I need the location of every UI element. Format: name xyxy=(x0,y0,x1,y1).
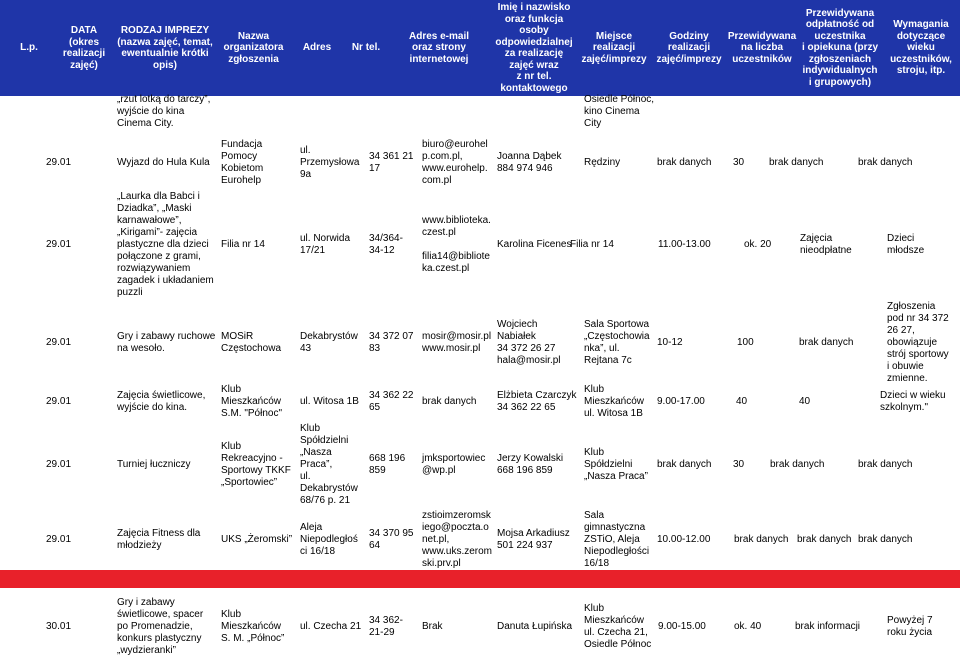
cell-place: Klub Mieszkańców ul. Witosa 1B xyxy=(584,384,645,419)
cell-event: „Laurka dla Babci i Dziadka”, „Maski karnawałowe”, „Kirigami”- zajęcia plastyczne dla dzieci połączone z grami, rozwiązywaniem zagadek i układaniem puzzli xyxy=(117,191,214,298)
cell-fee: brak informacji xyxy=(795,621,861,632)
red-separator-band xyxy=(0,570,960,588)
cell-email: www.biblioteka. czest.pl filia14@bibliote ka.czest.pl xyxy=(422,215,491,274)
cell-count: brak danych xyxy=(734,534,789,545)
header-osoba-odpowiedzialna: Imię i nazwisko oraz funkcja osoby odpowiedzialnej za realizację zajęć wraz z nr tel. kontaktowego xyxy=(495,2,573,94)
cell-event: Wyjazd do Hula Kula xyxy=(117,157,210,168)
cell-requirements: brak danych xyxy=(858,459,913,470)
cell-address: ul. Witosa 1B xyxy=(300,396,359,407)
cell-event: Zajęcia Fitness dla młodzieży xyxy=(117,528,201,551)
header-data: DATA (okres realizacji zajęć) xyxy=(62,25,106,71)
header-miejsce: Miejsce realizacji zajęć/imprezy xyxy=(581,30,647,65)
cell-contact: Mojsa Arkadiusz 501 224 937 xyxy=(497,528,570,551)
cell-organizer: Klub Rekreacyjno - Sportowy TKKF „Sportowiec” xyxy=(221,441,291,488)
cell-hours: brak danych xyxy=(657,459,712,470)
cell-requirements: Powyżej 7 roku życia xyxy=(887,615,933,638)
cell-fee: brak danych xyxy=(799,337,854,348)
cell-fee: brak danych xyxy=(770,459,825,470)
cell-event: Gry i zabawy ruchowe na wesoło. xyxy=(117,331,216,354)
cell-address: Aleja Niepodległoś ci 16/18 xyxy=(300,522,358,557)
cell-phone: 34 361 21 17 xyxy=(369,151,414,174)
cell-phone: 34/364- 34-12 xyxy=(369,233,403,256)
cell-phone: 34 370 95 64 xyxy=(369,528,414,551)
cell-contact: Wojciech Nabiałek 34 372 26 27 hala@mosir.pl xyxy=(497,319,561,366)
cell-email: biuro@eurohel p.com.pl, www.eurohelp. com.pl xyxy=(422,139,488,186)
cell-organizer: Fundacja Pomocy Kobietom Eurohelp xyxy=(221,139,264,186)
cell-email: jmksportowiec @wp.pl xyxy=(422,453,486,476)
cell-date: 29.01 xyxy=(46,396,72,407)
cell-address: ul. Czecha 21 xyxy=(300,621,362,632)
header-email: Adres e-mail oraz strony internetowej xyxy=(408,30,470,65)
cell-phone: 668 196 859 xyxy=(369,453,406,476)
cell-organizer: Filia nr 14 xyxy=(221,239,265,250)
cell-organizer: Klub Mieszkańców S.M. "Północ" xyxy=(221,384,283,419)
header-wymagania: Wymagania dotyczące wieku uczestników, stroju, itp. xyxy=(890,19,952,77)
cell-email: Brak xyxy=(422,621,443,632)
cell-count: 30 xyxy=(733,459,745,470)
cell-requirements: Zgłoszenia pod nr 34 372 26 27, obowiązuje strój sportowy i obuwie zmienne. xyxy=(887,301,949,384)
cell-phone: 34 362- 21-29 xyxy=(369,615,403,638)
header-godziny: Godziny realizacji zajęć/imprezy xyxy=(656,30,722,65)
header-organizator: Nazwa organizatora zgłoszenia xyxy=(223,30,284,65)
cell-date: 30.01 xyxy=(46,621,72,632)
cell-address: ul. Przemysłowa 9a xyxy=(300,145,360,180)
header-lp: L.p. xyxy=(20,42,38,54)
cell-place: Osiedle Północ, kino Cinema City xyxy=(584,94,655,129)
cell-contact: Karolina Ficenes xyxy=(497,239,572,250)
cell-organizer: Klub Mieszkańców S. M. „Północ” xyxy=(221,609,285,644)
cell-fee: brak danych xyxy=(769,157,824,168)
header-nr-tel: Nr tel. xyxy=(351,42,381,54)
cell-phone: 34 372 07 83 xyxy=(369,331,414,354)
cell-fee: 40 xyxy=(799,396,811,407)
cell-contact: Joanna Dąbek 884 974 946 xyxy=(497,151,562,174)
cell-address: Dekabrystów 43 xyxy=(300,331,358,354)
cell-requirements: Dzieci w wieku szkolnym." xyxy=(880,390,946,413)
cell-email: zstioimzeromsk iego@poczta.o net.pl, www.uks.zerom ski.prv.pl xyxy=(422,510,493,569)
cell-date: 29.01 xyxy=(46,239,72,250)
cell-count: 30 xyxy=(733,157,745,168)
cell-hours: 10.00-12.00 xyxy=(657,534,711,545)
cell-place: Filia nr 14 xyxy=(570,239,614,250)
cell-contact: Danuta Łupińska xyxy=(497,621,573,632)
cell-place: Klub Spółdzielni „Nasza Praca” xyxy=(584,447,648,482)
cell-place: Sala Sportowa „Częstochowia nka”, ul. Rejtana 7c xyxy=(584,319,650,366)
cell-organizer: MOSiR Częstochowa xyxy=(221,331,282,354)
cell-date: 29.01 xyxy=(46,534,72,545)
cell-contact: Elżbieta Czarczyk 34 362 22 65 xyxy=(497,390,577,413)
cell-event: Turniej łuczniczy xyxy=(117,459,191,470)
cell-hours: 11.00-13.00 xyxy=(658,239,711,250)
cell-requirements: brak danych xyxy=(858,157,913,168)
header-liczba-uczestnikow: Przewidywana na liczba uczestników xyxy=(727,30,797,65)
cell-count: ok. 40 xyxy=(734,621,762,632)
cell-place: Klub Mieszkańców ul. Czecha 21, Osiedle Północ xyxy=(584,603,652,650)
cell-place: Sala gimnastyczna ZSTiO, Aleja Niepodległości 16/18 xyxy=(584,510,650,569)
cell-email: mosir@mosir.pl www.mosir.pl xyxy=(422,331,492,354)
cell-hours: 10-12 xyxy=(657,337,683,348)
cell-contact: Jerzy Kowalski 668 196 859 xyxy=(497,453,564,476)
cell-count: ok. 20 xyxy=(744,239,772,250)
header-rodzaj-imprezy: RODZAJ IMPREZY (nazwa zajęć, temat, ewentualnie krótki opis) xyxy=(117,25,213,71)
cell-place: Rędziny xyxy=(584,157,621,168)
cell-count: 100 xyxy=(737,337,754,348)
cell-fee: brak danych xyxy=(797,534,852,545)
cell-address: ul. Norwida 17/21 xyxy=(300,233,351,256)
cell-event: „rzut lotką do tarczy”, wyjście do kina Cinema City. xyxy=(117,94,211,129)
cell-phone: 34 362 22 65 xyxy=(369,390,414,413)
cell-count: 40 xyxy=(736,396,748,407)
cell-email: brak danych xyxy=(422,396,477,407)
cell-requirements: brak danych xyxy=(858,534,913,545)
cell-address: Klub Spółdzielni „Nasza Praca”, ul. Dekabrystów 68/76 p. 21 xyxy=(300,423,358,506)
cell-date: 29.01 xyxy=(46,337,72,348)
cell-hours: 9.00-15.00 xyxy=(658,621,706,632)
cell-fee: Zajęcia nieodpłatne xyxy=(800,233,852,256)
cell-event: Zajęcia świetlicowe, wyjście do kina. xyxy=(117,390,206,413)
header-adres: Adres xyxy=(302,42,332,54)
cell-date: 29.01 xyxy=(46,157,72,168)
cell-date: 29.01 xyxy=(46,459,72,470)
cell-event: Gry i zabawy świetlicowe, spacer po Promenadzie, konkurs plastyczny „wydzieranki” xyxy=(117,597,204,656)
cell-requirements: Dzieci młodsze xyxy=(887,233,925,256)
cell-hours: brak danych xyxy=(657,157,712,168)
cell-hours: 9.00-17.00 xyxy=(657,396,705,407)
cell-organizer: UKS „Żeromski” xyxy=(221,534,293,545)
header-odplatnosc: Przewidywana odpłatność od uczestnika i opiekuna (przy zgłoszeniach indywidualnych i grupowych) xyxy=(801,7,879,88)
